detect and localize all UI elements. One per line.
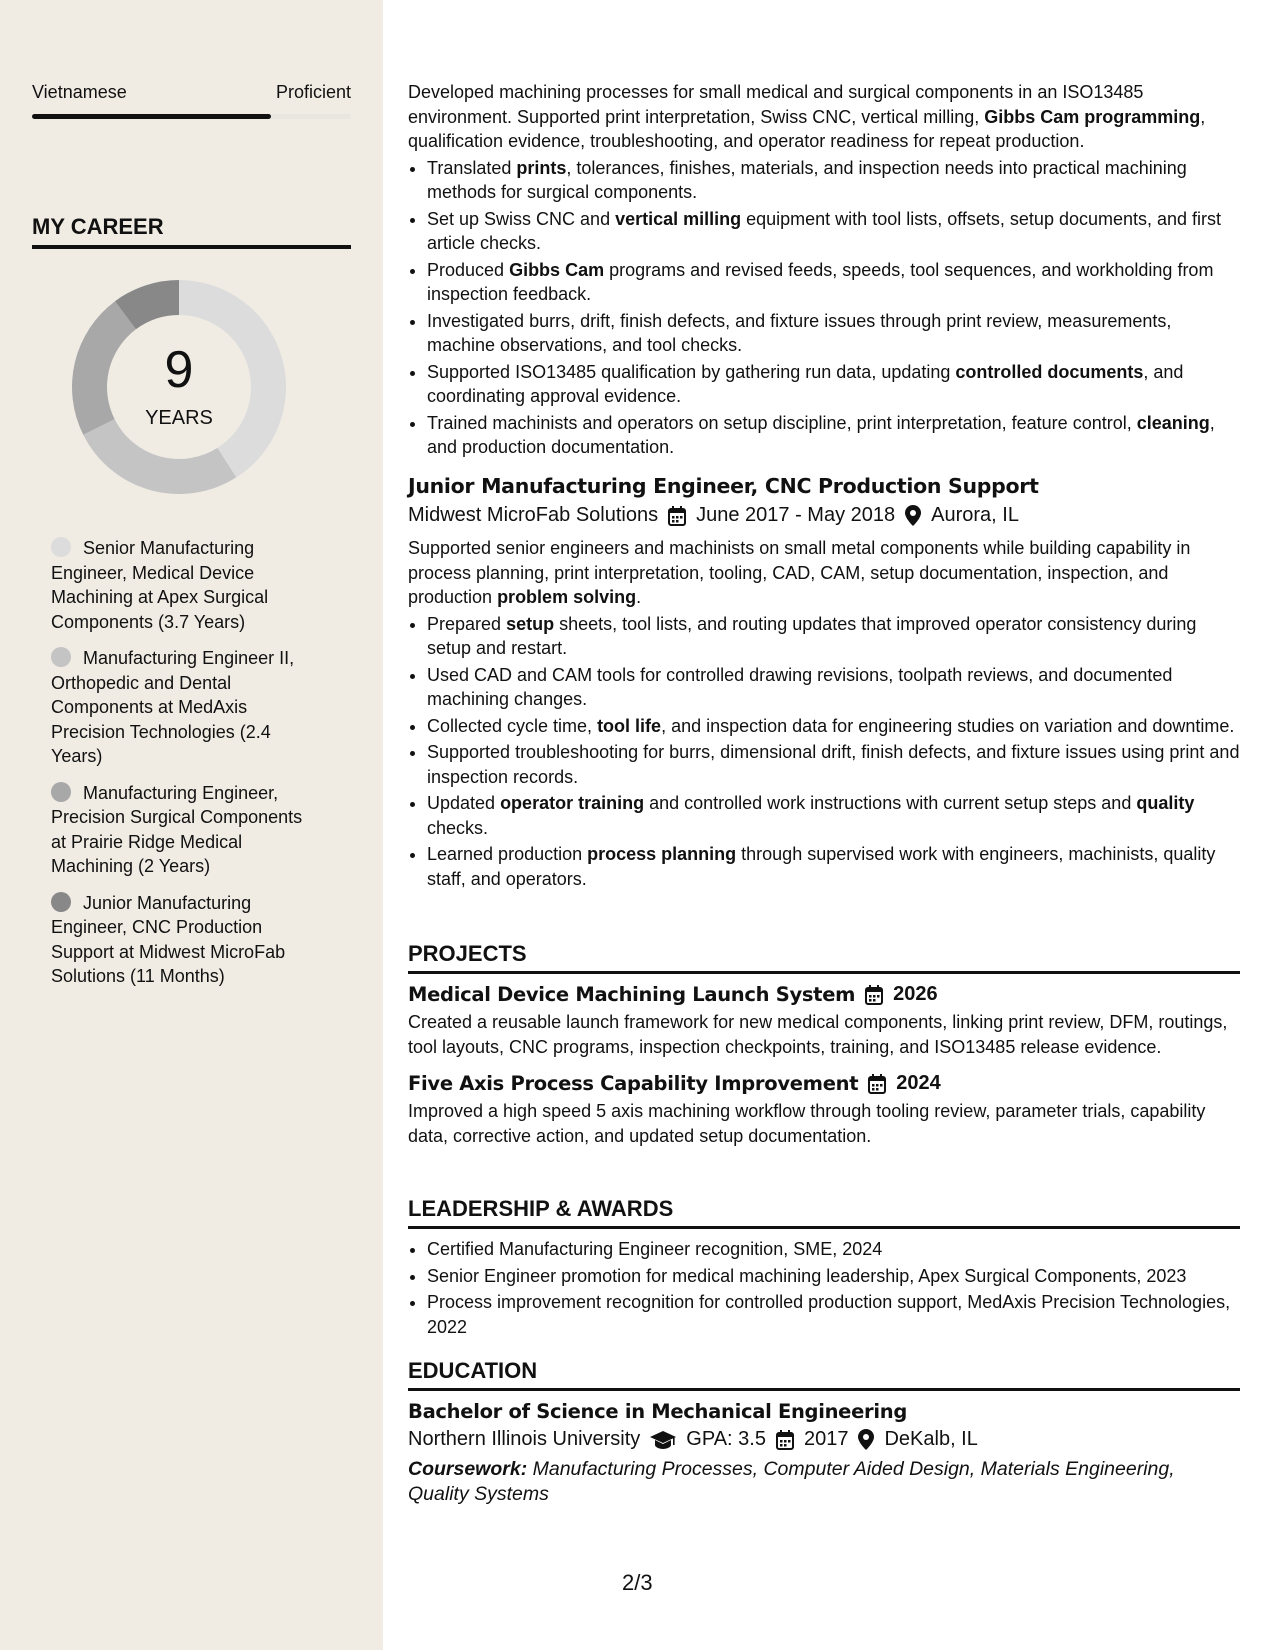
job1-bullet: • Set up Swiss CNC and vertical milling equipment with tool lists, offsets, setup documents, and first article checks. bbox=[427, 207, 1240, 256]
project-title: Five Axis Process Capability Improvement bbox=[408, 1072, 859, 1095]
legend-item bbox=[51, 781, 321, 879]
job1-bullets bbox=[408, 156, 1240, 460]
legend-swatch bbox=[51, 892, 71, 912]
job2-bullet: • Learned production process planning through supervised work with engineers, machinists, quality staff, and operators. bbox=[427, 842, 1240, 891]
language-level-bar bbox=[32, 114, 351, 119]
project-year: 2026 bbox=[893, 983, 938, 1005]
leadership-item: • Senior Engineer promotion for medical machining leadership, Apex Surgical Components, 2023 bbox=[427, 1264, 1240, 1289]
projects-heading: PROJECTS bbox=[408, 941, 1240, 974]
project-description: Created a reusable launch framework for new medical components, linking print review, DFM, routings, tool layouts, CNC programs, inspection checkpoints, training, and ISO13485 release evidence. bbox=[408, 1012, 1228, 1057]
map-pin-icon bbox=[905, 505, 921, 526]
project-title: Medical Device Machining Launch System bbox=[408, 983, 856, 1006]
projects-section bbox=[408, 941, 1240, 1148]
education-year: 2017 bbox=[803, 1428, 849, 1450]
leadership-item: • Certified Manufacturing Engineer recognition, SME, 2024 bbox=[427, 1237, 1240, 1262]
education-school: Northern Illinois University bbox=[408, 1428, 641, 1450]
career-total-value: 9 bbox=[164, 341, 194, 399]
sidebar bbox=[0, 0, 383, 1650]
legend-item bbox=[51, 891, 321, 989]
graduation-cap-icon bbox=[650, 1431, 676, 1449]
coursework-list: Manufacturing Processes, Computer Aided Design, Materials Engineering, Quality Systems bbox=[408, 1458, 1175, 1505]
project-year: 2024 bbox=[896, 1072, 941, 1094]
education-meta bbox=[408, 1428, 1240, 1451]
legend-swatch bbox=[51, 782, 71, 802]
education-degree: Bachelor of Science in Mechanical Engineering bbox=[408, 1400, 907, 1423]
career-legend bbox=[51, 536, 321, 1001]
job2-bullet: • Used CAD and CAM tools for controlled drawing revisions, toolpath reviews, and documented machining changes. bbox=[427, 663, 1240, 712]
job2-title: Junior Manufacturing Engineer, CNC Production Support bbox=[408, 474, 1039, 498]
career-total-unit: YEARS bbox=[145, 407, 213, 429]
job2-summary: Supported senior engineers and machinists on small metal components while building capability in process planning, print interpretation, tooling, CAD, CAM, setup documentation, inspection, and production problem solving. bbox=[408, 538, 1191, 607]
legend-label: Junior Manufacturing Engineer, CNC Production Support at Midwest MicroFab Solutions (11 Months) bbox=[51, 892, 286, 986]
education-coursework bbox=[408, 1457, 1240, 1506]
leadership-list bbox=[408, 1237, 1240, 1339]
project-header bbox=[408, 983, 1240, 1006]
legend-item bbox=[51, 536, 321, 634]
language-level: Proficient bbox=[275, 82, 351, 102]
education-heading: EDUCATION bbox=[408, 1358, 1240, 1391]
donut-segment-2 bbox=[83, 419, 236, 494]
job1-section bbox=[408, 80, 1240, 460]
page-number: 2/3 bbox=[622, 1570, 653, 1595]
job2-meta bbox=[408, 504, 1240, 527]
project-description: Improved a high speed 5 axis machining workflow through tooling review, parameter trials, capability data, corrective action, and updated setup documentation. bbox=[408, 1101, 1206, 1146]
project-item bbox=[408, 1072, 1240, 1148]
map-pin-icon bbox=[858, 1429, 874, 1450]
job1-bullet: • Produced Gibbs Cam programs and revised feeds, speeds, tool sequences, and workholding from inspection feedback. bbox=[427, 258, 1240, 307]
education-section bbox=[408, 1358, 1240, 1506]
job1-bullet: • Investigated burrs, drift, finish defects, and fixture issues through print review, measurements, machine observations, and tool checks. bbox=[427, 309, 1240, 358]
job1-bullet: • Trained machinists and operators on setup discipline, print interpretation, feature control, cleaning, and production documentation. bbox=[427, 411, 1240, 460]
leadership-item: • Process improvement recognition for controlled production support, MedAxis Precision Technologies, 2022 bbox=[427, 1290, 1240, 1339]
legend-item bbox=[51, 646, 321, 769]
job2-bullet: • Collected cycle time, tool life, and inspection data for engineering studies on variation and downtime. bbox=[427, 714, 1240, 739]
language-level-fill bbox=[32, 114, 271, 119]
job1-summary-text-end: , qualification evidence, troubleshooting, and operator readiness for repeat production. bbox=[408, 106, 1206, 151]
legend-label: Manufacturing Engineer, Precision Surgical Components at Prairie Ridge Medical Machining (2 Years) bbox=[51, 782, 303, 876]
job2-location: Aurora, IL bbox=[931, 504, 1019, 526]
main-content bbox=[408, 0, 1240, 1650]
legend-label: Senior Manufacturing Engineer, Medical Device Machining at Apex Surgical Components (3.7 Years) bbox=[51, 538, 269, 632]
job2-dates: June 2017 - May 2018 bbox=[696, 504, 896, 526]
job2-bullets bbox=[408, 612, 1240, 892]
coursework-label: Coursework: bbox=[408, 1458, 528, 1480]
job2-company: Midwest MicroFab Solutions bbox=[408, 504, 659, 526]
job2-section bbox=[408, 474, 1240, 891]
job1-bullet: • Supported ISO13485 qualification by gathering run data, updating controlled documents, and coordinating approval evidence. bbox=[427, 360, 1240, 409]
legend-swatch bbox=[51, 537, 71, 557]
calendar-icon bbox=[865, 985, 883, 1005]
calendar-icon bbox=[868, 1074, 886, 1094]
career-heading: MY CAREER bbox=[32, 214, 351, 249]
education-location: DeKalb, IL bbox=[884, 1428, 978, 1450]
career-donut-chart bbox=[66, 274, 292, 500]
job1-summary bbox=[408, 80, 1240, 154]
education-gpa: GPA: 3.5 bbox=[686, 1428, 766, 1450]
job1-summary-text: Developed machining processes for small medical and surgical components in an ISO13485 environment. Supported print interpretation, Swiss CNC, vertical milling, bbox=[408, 82, 1144, 127]
job2-bullet: • Supported troubleshooting for burrs, dimensional drift, finish defects, and fixture issues using print and inspection records. bbox=[427, 740, 1240, 789]
language-row bbox=[32, 82, 351, 103]
language-name: Vietnamese bbox=[32, 82, 127, 102]
calendar-icon bbox=[776, 1430, 794, 1450]
calendar-icon bbox=[668, 506, 686, 526]
project-item bbox=[408, 983, 1240, 1059]
donut-segment-3 bbox=[72, 301, 136, 435]
legend-label: Manufacturing Engineer II, Orthopedic and Dental Components at MedAxis Precision Technologies (2.4 Years) bbox=[51, 648, 295, 766]
job2-bullet: • Updated operator training and controlled work instructions with current setup steps and quality checks. bbox=[427, 791, 1240, 840]
job1-bullet: • Translated prints, tolerances, finishes, materials, and inspection needs into practical machining methods for surgical components. bbox=[427, 156, 1240, 205]
leadership-section bbox=[408, 1196, 1240, 1339]
job1-summary-keyword: Gibbs Cam programming bbox=[984, 106, 1201, 127]
legend-swatch bbox=[51, 647, 71, 667]
donut-segment-1 bbox=[179, 280, 286, 477]
leadership-heading: LEADERSHIP & AWARDS bbox=[408, 1196, 1240, 1229]
job2-bullet: • Prepared setup sheets, tool lists, and routing updates that improved operator consistency during setup and restart. bbox=[427, 612, 1240, 661]
project-header bbox=[408, 1072, 1240, 1095]
